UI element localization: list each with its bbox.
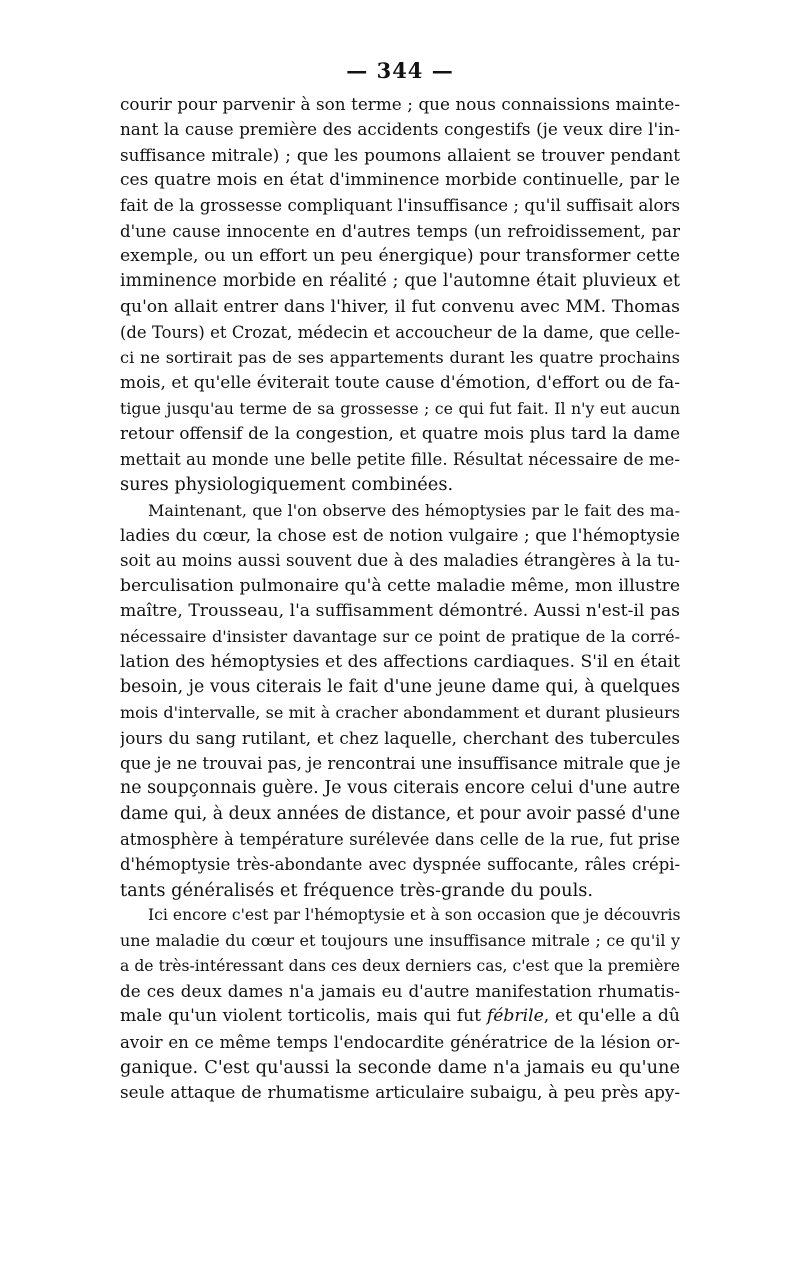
text-line: besoin, je vous citerais le fait d'une jeune dame qui, à quelques xyxy=(120,676,680,697)
text-line: ne soupçonnais guère. Je vous citerais encore celui d'une autre xyxy=(120,778,680,799)
italic-word: fébrile xyxy=(486,1006,544,1027)
text-line: qu'on allait entrer dans l'hiver, il fut convenu avec MM. Thomas xyxy=(120,296,680,317)
text-line: ladies du cœur, la chose est de notion vulgaire ; que l'hémoptysie xyxy=(120,524,680,545)
text-line: (de Tours) et Crozat, médecin et accoucheur de la dame, que celle- xyxy=(120,323,680,343)
text-line: retour offensif de la congestion, et quatre mois plus tard la dame xyxy=(120,423,680,444)
text-line: berculisation pulmonaire qu'à cette maladie même, mon illustre xyxy=(120,575,680,596)
text-line: lation des hémoptysies et des affections cardiaques. S'il en était xyxy=(120,651,680,672)
text-line: imminence morbide en réalité ; que l'automne était pluvieux et xyxy=(120,271,680,292)
text-line: ci ne sortirait pas de ses appartements durant les quatre prochains xyxy=(120,348,680,368)
text-line: mettait au monde une belle petite fille. Résultat nécessaire de me- xyxy=(120,449,680,469)
paragraph-3 xyxy=(120,903,680,1106)
text-line: d'une cause innocente en d'autres temps (un refroidissement, par xyxy=(120,221,680,241)
text-line: suffisance mitrale) ; que les poumons allaient se trouver pendant xyxy=(120,144,680,165)
text-line: que je ne trouvai pas, je rencontrai une insuffisance mitrale que je xyxy=(120,753,680,773)
text-line-with-italic: male qu'un violent torticolis, mais qui fut fébrile, et qu'elle a dû xyxy=(120,1006,680,1027)
text-line: jours du sang rutilant, et chez laquelle, cherchant des tubercules xyxy=(120,727,680,748)
text-line: nant la cause première des accidents congestifs (je veux dire l'in- xyxy=(120,119,680,140)
text-line: nécessaire d'insister davantage sur ce point de pratique de la corré- xyxy=(120,627,680,647)
text-line: tigue jusqu'au terme de sa grossesse ; ce qui fut fait. Il n'y eut aucun xyxy=(120,399,680,419)
text-line: d'hémoptysie très-abondante avec dyspnée suffocante, râles crépi- xyxy=(120,855,680,875)
text-line: fait de la grossesse compliquant l'insuffisance ; qu'il suffisait alors xyxy=(120,196,680,216)
text-line: soit au moins aussi souvent due à des maladies étrangères à la tu- xyxy=(120,551,680,571)
text-line: mois, et qu'elle éviterait toute cause d'émotion, d'effort ou de fa- xyxy=(120,372,680,393)
text-line: ganique. C'est qu'aussi la seconde dame n'a jamais eu qu'une xyxy=(120,1057,680,1079)
text-line: avoir en ce même temps l'endocardite génératrice de la lésion or- xyxy=(120,1032,680,1052)
text-line: une maladie du cœur et toujours une insuffisance mitrale ; ce qu'il y xyxy=(120,931,680,951)
paragraph-1 xyxy=(120,92,680,498)
text-line: Maintenant, que l'on observe des hémoptysies par le fait des ma- xyxy=(148,500,680,520)
text-line: seule attaque de rhumatisme articulaire subaigu, à peu près apy- xyxy=(120,1082,680,1103)
text-line: a de très-intéressant dans ces deux derniers cas, c'est que la première xyxy=(120,956,680,975)
text-line: maître, Trousseau, l'a suffisamment démontré. Aussi n'est-il pas xyxy=(120,600,680,621)
text-line: courir pour parvenir à son terme ; que nous connaissions mainte- xyxy=(120,94,680,114)
page-number: — 344 — xyxy=(346,58,454,83)
text-line: exemple, ou un effort un peu énergique) pour transformer cette xyxy=(120,246,680,267)
text-line: tants généralisés et fréquence très-grande du pouls. xyxy=(120,879,594,901)
text-line: de ces deux dames n'a jamais eu d'autre manifestation rhumatis- xyxy=(120,981,680,1002)
text-line: mois d'intervalle, se mit à cracher abondamment et durant plusieurs xyxy=(120,703,680,723)
text-line: Ici encore c'est par l'hémoptysie et à son occasion que je découvris xyxy=(148,906,680,924)
text-line: sures physiologiquement combinées. xyxy=(120,474,454,496)
text-line: dame qui, à deux années de distance, et pour avoir passé d'une xyxy=(120,803,680,824)
text-line: atmosphère à température surélevée dans celle de la rue, fut prise xyxy=(120,829,680,849)
text-line: ces quatre mois en état d'imminence morbide continuelle, par le xyxy=(120,170,680,191)
body-text xyxy=(120,92,680,1106)
paragraph-2 xyxy=(120,498,680,904)
